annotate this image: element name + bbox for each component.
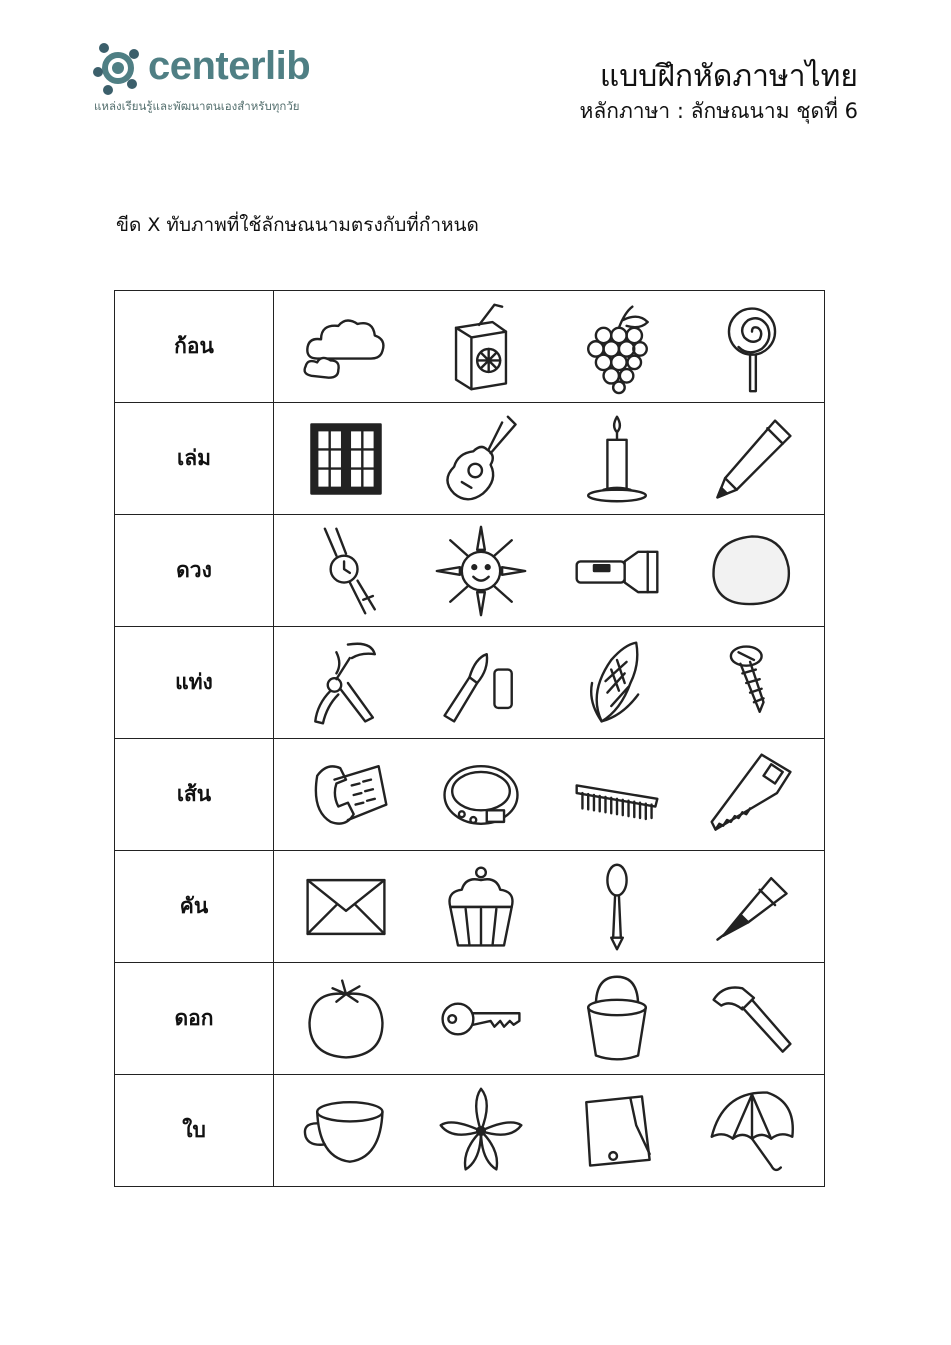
classifier-word: ใบ xyxy=(115,1075,274,1187)
collar-icon[interactable] xyxy=(431,747,531,843)
pencil-icon[interactable] xyxy=(702,411,802,507)
umbrella-icon[interactable] xyxy=(702,1083,802,1179)
candle-icon[interactable] xyxy=(567,411,667,507)
exercise-table xyxy=(114,290,825,1187)
picture-cell xyxy=(274,1075,825,1187)
table-row xyxy=(115,403,825,515)
handkerchief-icon[interactable] xyxy=(567,1083,667,1179)
lipstick-icon[interactable] xyxy=(431,635,531,731)
screw-icon[interactable] xyxy=(702,635,802,731)
sun-icon[interactable] xyxy=(431,523,531,619)
key-icon[interactable] xyxy=(431,971,531,1067)
pliers-icon[interactable] xyxy=(296,635,396,731)
egg-icon[interactable] xyxy=(702,523,802,619)
picture-row xyxy=(274,1075,824,1186)
hammer-icon[interactable] xyxy=(702,971,802,1067)
spoon-icon[interactable] xyxy=(567,859,667,955)
classifier-word: ดวง xyxy=(115,515,274,627)
lollipop-icon[interactable] xyxy=(702,299,802,395)
tomato-icon[interactable] xyxy=(296,971,396,1067)
picture-row xyxy=(274,291,824,402)
wristwatch-icon[interactable] xyxy=(296,523,396,619)
classifier-word: เส้น xyxy=(115,739,274,851)
comb-icon[interactable] xyxy=(567,747,667,843)
logo-wordmark: centerlib xyxy=(148,44,311,88)
picture-row xyxy=(274,515,824,626)
cup-icon[interactable] xyxy=(296,1083,396,1179)
classifier-word: แท่ง xyxy=(115,627,274,739)
classifier-word: คัน xyxy=(115,851,274,963)
juice-box-icon[interactable] xyxy=(431,299,531,395)
envelope-icon[interactable] xyxy=(296,859,396,955)
corn-icon[interactable] xyxy=(567,635,667,731)
logo xyxy=(92,40,352,120)
classifier-word: เล่ม xyxy=(115,403,274,515)
fountain-pen-icon[interactable] xyxy=(702,859,802,955)
cloud-icon[interactable] xyxy=(296,299,396,395)
picture-row xyxy=(274,739,824,850)
flashlight-icon[interactable] xyxy=(567,523,667,619)
picture-cell xyxy=(274,627,825,739)
saw-icon[interactable] xyxy=(702,747,802,843)
cupcake-icon[interactable] xyxy=(431,859,531,955)
table-row xyxy=(115,515,825,627)
classifier-word: ก้อน xyxy=(115,291,274,403)
picture-cell xyxy=(274,963,825,1075)
picture-cell xyxy=(274,403,825,515)
table-row xyxy=(115,627,825,739)
picture-cell xyxy=(274,515,825,627)
telephone-icon[interactable] xyxy=(296,747,396,843)
table-row xyxy=(115,291,825,403)
picture-row xyxy=(274,851,824,962)
bucket-icon[interactable] xyxy=(567,971,667,1067)
table-row xyxy=(115,739,825,851)
instruction-text: ขีด X ทับภาพที่ใช้ลักษณนามตรงกับที่กำหนด xyxy=(116,214,479,236)
logo-molecule-icon xyxy=(92,40,148,96)
picture-cell xyxy=(274,291,825,403)
header xyxy=(580,58,858,126)
grapes-icon[interactable] xyxy=(567,299,667,395)
picture-cell xyxy=(274,739,825,851)
flower-icon[interactable] xyxy=(431,1083,531,1179)
page-subtitle: หลักภาษา : ลักษณนาม ชุดที่ 6 xyxy=(579,99,858,123)
table-row xyxy=(115,963,825,1075)
picture-row xyxy=(274,963,824,1074)
picture-cell xyxy=(274,851,825,963)
picture-row xyxy=(274,627,824,738)
picture-row xyxy=(274,403,824,514)
guitar-icon[interactable] xyxy=(431,411,531,507)
classifier-word: ดอก xyxy=(115,963,274,1075)
window-icon[interactable] xyxy=(296,411,396,507)
table-row xyxy=(115,851,825,963)
table-row xyxy=(115,1075,825,1187)
page-title: แบบฝึกหัดภาษาไทย xyxy=(599,59,858,94)
logo-tagline: แหล่งเรียนรู้และพัฒนาตนเองสำหรับทุกวัย xyxy=(94,99,300,113)
